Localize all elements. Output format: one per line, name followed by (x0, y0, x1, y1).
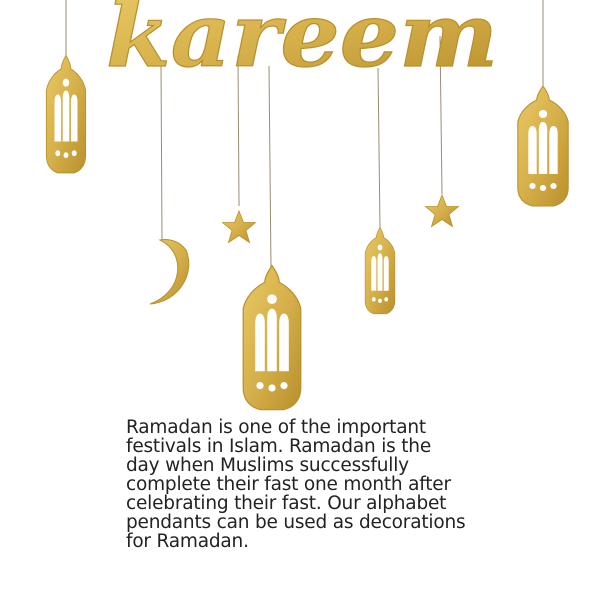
description-line: pendants can be used as decorations (126, 512, 466, 533)
description-line: celebrating their fast. Our alphabet (126, 493, 447, 514)
product-description (126, 418, 486, 551)
description-line: day when Muslims successfully (126, 455, 409, 476)
description-line: Ramadan is one of the important (126, 417, 426, 438)
lantern-ornament-center (243, 266, 301, 410)
description-line: festivals in Islam. Ramadan is the (126, 436, 432, 457)
star-ornament-left (223, 211, 256, 243)
description-line: for Ramadan. (126, 531, 249, 552)
crescent-moon-ornament (150, 239, 189, 304)
star-ornament-right (426, 195, 459, 227)
lantern-ornament-left (46, 55, 85, 173)
lantern-ornament-right (518, 86, 568, 206)
kareem-banner-word: kareem (106, 0, 498, 87)
lantern-ornament-small (365, 227, 395, 313)
description-line: complete their fast one month after (126, 474, 451, 495)
